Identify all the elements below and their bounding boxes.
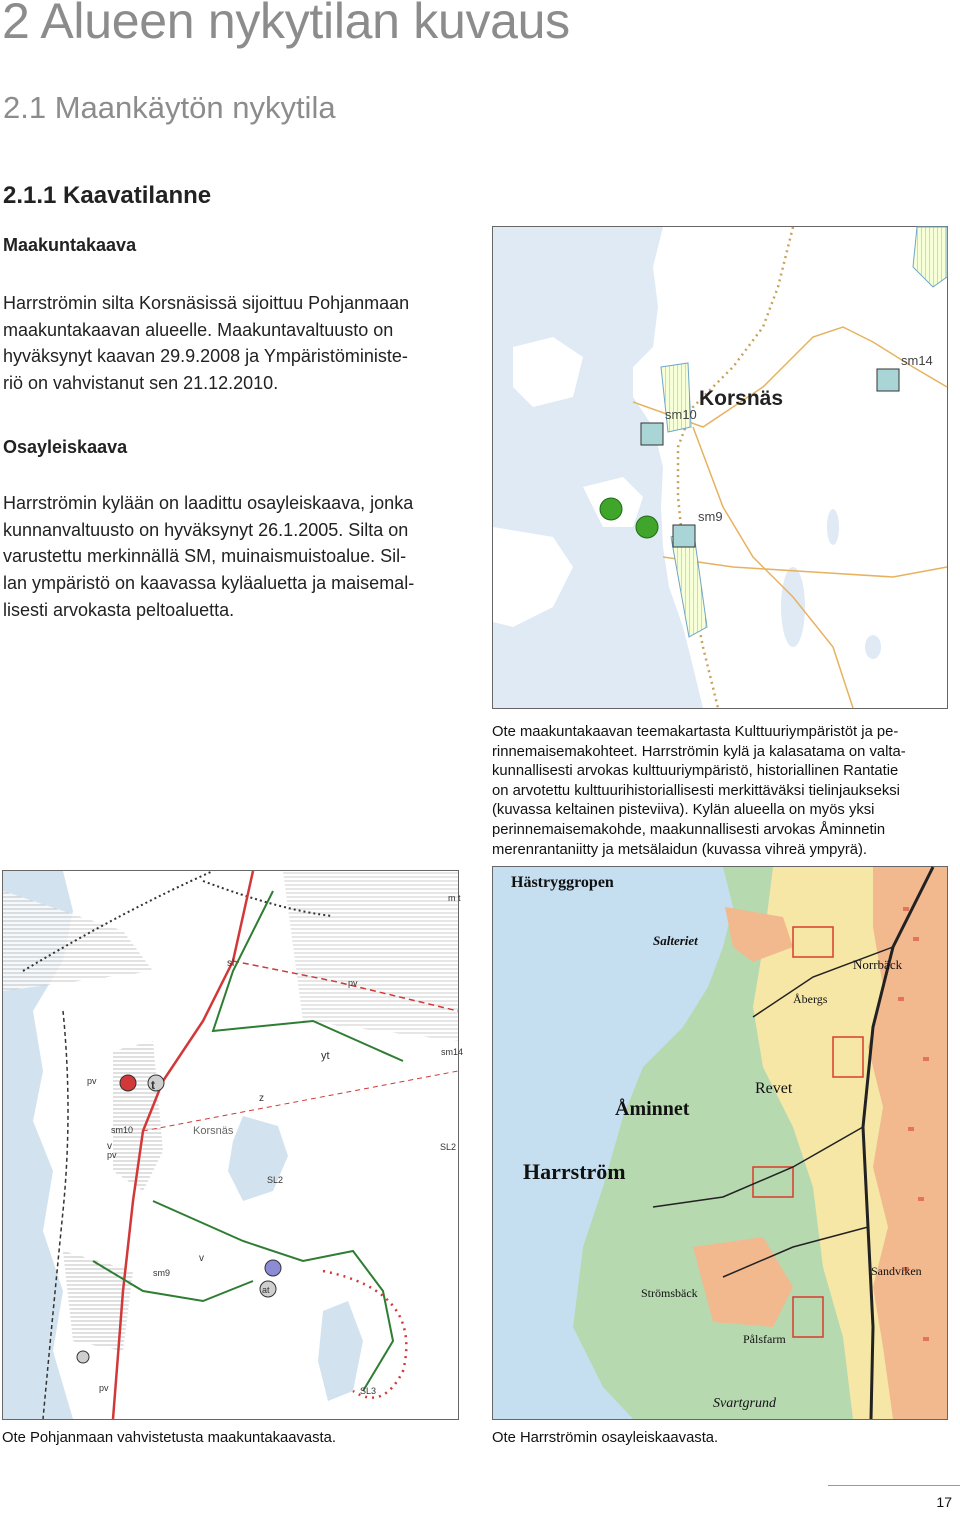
map2-label: sm14	[441, 1047, 464, 1057]
map2-label: pv	[87, 1076, 97, 1086]
map2-label: z	[259, 1093, 264, 1104]
text-line: maakuntakaavan alueelle. Maakuntavaltuusto on	[3, 319, 394, 340]
map1-sm9-label: sm9	[698, 509, 723, 524]
map2-label: pv	[348, 978, 358, 988]
caption-line: (kuvassa keltainen pisteviiva). Kylän alueella on myös yksi	[492, 802, 875, 819]
map2-label: sl	[227, 958, 235, 969]
map2-label: v	[107, 1141, 112, 1152]
maakuntakaava-title: Maakuntakaava	[3, 235, 137, 255]
subsection-heading: 2.1.1 Kaavatilanne	[3, 182, 212, 209]
local-master-plan-map-graphic	[493, 867, 947, 1419]
map3-label-abergs: Åbergs	[793, 992, 828, 1006]
map3-label-revet: Revet	[755, 1080, 793, 1097]
text-line: varustettu merkinnällä SM, muinaismuistoalue. Sil-	[3, 546, 407, 567]
caption-line: kunnallisesti arvokas kulttuuriympäristö, historiallinen Rantatie	[492, 763, 899, 780]
local-master-plan-map	[492, 866, 948, 1420]
caption-line: on arvotettu kulttuurihistoriallisesti merkittäväksi tielinjaukseksi	[492, 782, 900, 799]
map2-label: sm10	[111, 1125, 134, 1135]
map3-label-hastrygg: Hästryggropen	[511, 874, 614, 891]
map2-label: SL2	[267, 1175, 284, 1185]
caption-line: Ote maakuntakaavan teemakartasta Kulttuuriympäristöt ja pe-	[492, 724, 899, 740]
map3-label-salteriet: Salteriet	[653, 933, 698, 948]
regional-plan-map	[2, 870, 464, 1420]
footer-rule	[828, 1485, 960, 1486]
map2-label: SL3	[360, 1386, 377, 1396]
map2-label: v	[199, 1253, 204, 1264]
map2-label: SL2	[440, 1142, 457, 1152]
map2-label: pv	[99, 1383, 109, 1393]
text-line: Harrströmin kylään on laadittu osayleiskaava, jonka	[3, 493, 414, 513]
text-line: Harrströmin silta Korsnäsissä sijoittuu Pohjanmaan	[3, 293, 410, 313]
map3-label-palsfarm: Pålsfarm	[743, 1332, 786, 1346]
section-heading: 2.1 Maankäytön nykytila	[3, 90, 336, 125]
page-number: 17	[936, 1494, 952, 1510]
map1-place-label: Korsnäs	[699, 387, 784, 410]
map1-sm14-label: sm14	[901, 353, 933, 368]
caption-line: merenrantaniitty ja metsälaidun (kuvassa vihreä ympyrä).	[492, 841, 868, 858]
map1-caption	[492, 723, 906, 860]
map3-label-sandviken: Sandviken	[871, 1264, 922, 1278]
regional-plan-map-graphic	[3, 871, 464, 1419]
cultural-environment-map-graphic	[493, 227, 947, 708]
map2-label: Korsnäs	[193, 1125, 234, 1137]
caption-line: rinnemaisemakohteet. Harrströmin kylä ja kalasatama on valta-	[492, 743, 906, 760]
map2-label: at	[262, 1285, 270, 1295]
cultural-environment-map	[492, 226, 948, 709]
map1-sm10-label: sm10	[665, 407, 697, 422]
text-line: lan ympäristö on kaavassa kyläaluetta ja maisemal-	[3, 573, 415, 594]
map2-label: t	[151, 1078, 155, 1092]
map2-label: pv	[107, 1150, 117, 1160]
map2-caption: Ote Pohjanmaan vahvistetusta maakuntakaavasta.	[2, 1430, 336, 1446]
map3-caption: Ote Harrströmin osayleiskaavasta.	[492, 1430, 719, 1446]
map3-label-aminnet: Åminnet	[615, 1098, 690, 1120]
chapter-heading: 2 Alueen nykytilan kuvaus	[2, 0, 570, 49]
osayleiskaava-text	[3, 490, 448, 624]
map2-label: yt	[321, 1050, 330, 1062]
map2-label: sm9	[153, 1268, 171, 1278]
text-line: kunnanvaltuusto on hyväksynyt 26.1.2005. Silta on	[3, 519, 409, 540]
text-line: riö on vahvistanut sen 21.12.2010.	[3, 373, 279, 394]
caption-line: perinnemaisemakohde, maakunnallisesti arvokas Åminnetin	[492, 821, 886, 838]
map3-label-stromsback: Strömsbäck	[641, 1286, 698, 1300]
map3-label-harrstrom: Harrström	[523, 1159, 626, 1184]
map2-label: m t	[448, 893, 461, 903]
text-line: hyväksynyt kaavan 29.9.2008 ja Ympäristöministe-	[3, 346, 408, 367]
map3-label-norrback: Norrbäck	[853, 957, 903, 972]
text-line: lisesti arvokasta peltoaluetta.	[3, 599, 235, 620]
osayleiskaava-title: Osayleiskaava	[3, 437, 128, 457]
map3-label-svartgrund: Svartgrund	[713, 1396, 776, 1411]
maakuntakaava-text	[3, 290, 448, 397]
